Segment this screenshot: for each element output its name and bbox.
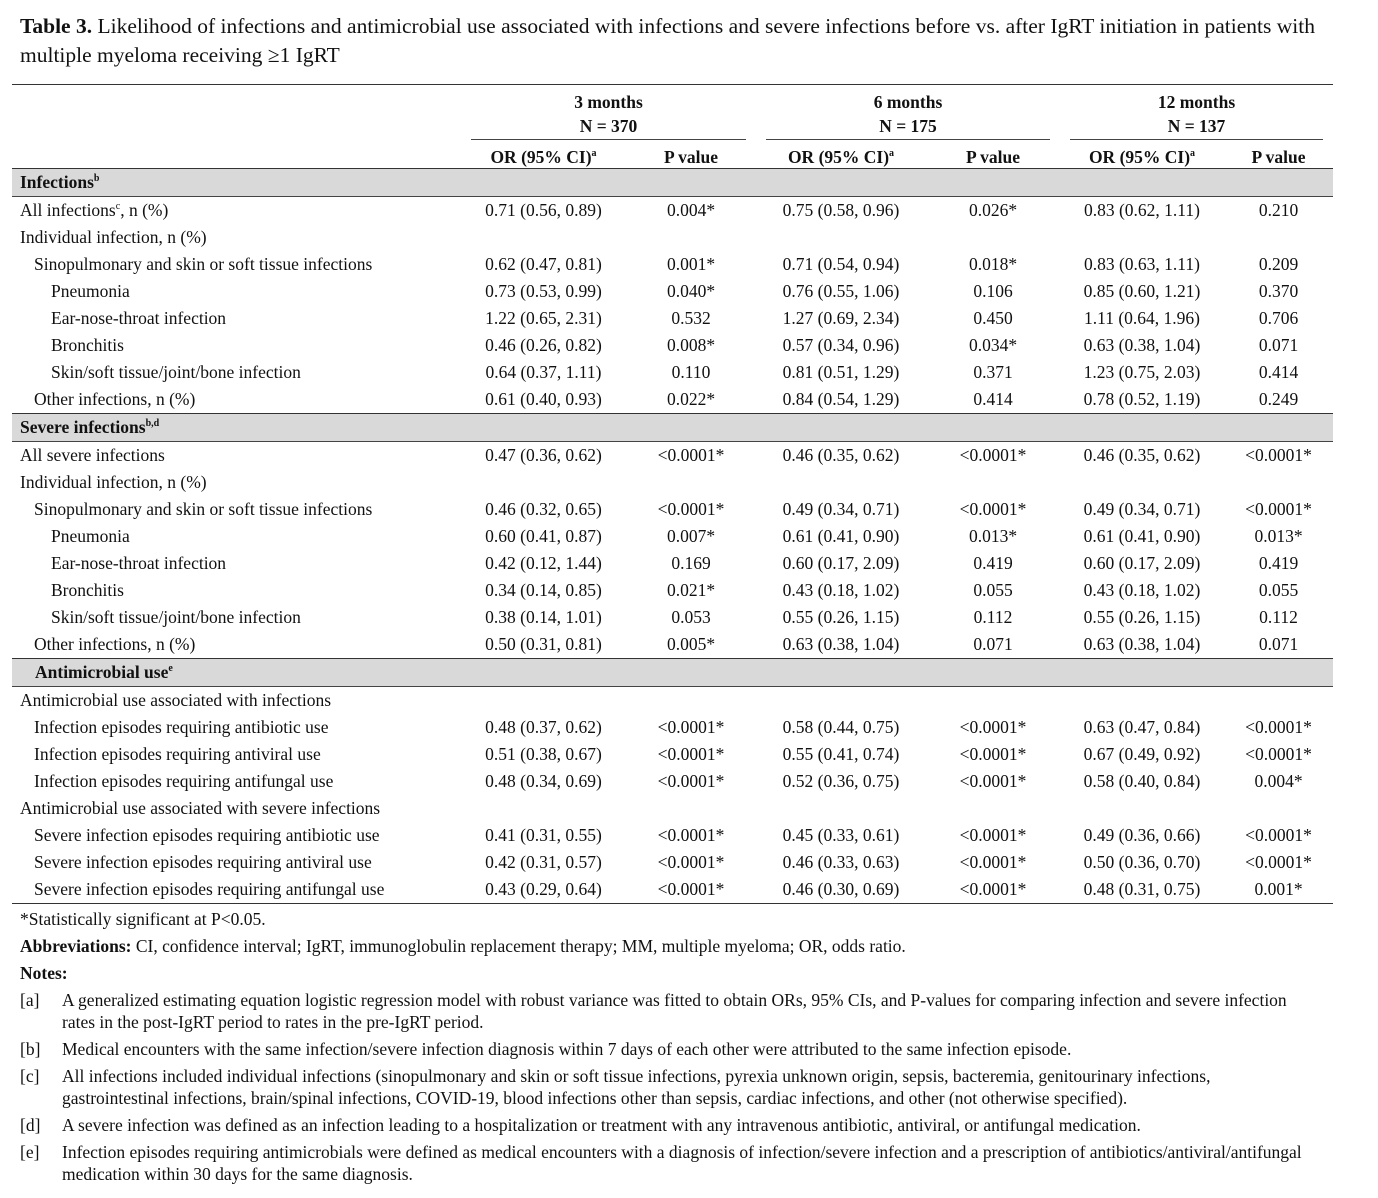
- footnote: [20, 1065, 1320, 1109]
- or-cell: 0.63 (0.38, 1.04): [1083, 634, 1201, 654]
- row-label: Infection episodes requiring antifungal use: [34, 771, 334, 791]
- p-value-cell: [626, 687, 756, 715]
- row-label: All infections$^c$, n (%): [20, 200, 169, 220]
- table-caption: Likelihood of infections and antimicrobial use associated with infections and severe infections before vs. after IgRT initiation in patients with multiple myeloma receiving ≥1 IgRT: [20, 14, 1315, 67]
- table-row: [12, 849, 1333, 876]
- significance-note: *Statistically significant at P<0.05.: [20, 909, 266, 929]
- p-value-cell: 0.013*: [1254, 526, 1303, 546]
- header-n-6m: N = 175: [766, 116, 1050, 140]
- or-cell: 0.48 (0.34, 0.69): [485, 771, 602, 791]
- or-cell: 0.50 (0.31, 0.81): [485, 634, 602, 654]
- or-cell: 0.73 (0.53, 0.99): [485, 281, 602, 301]
- footnote: [20, 1114, 1320, 1136]
- footnote: [20, 989, 1320, 1033]
- header-p-12m: P value: [1224, 140, 1333, 169]
- p-value-cell: 0.071: [1258, 335, 1299, 355]
- p-value-cell: 0.026*: [968, 200, 1018, 220]
- or-cell: 0.71 (0.54, 0.94): [782, 254, 900, 274]
- p-value-cell: <0.0001*: [657, 852, 725, 872]
- or-cell: 1.22 (0.65, 2.31): [485, 308, 602, 328]
- table-row: [12, 469, 1333, 496]
- row-label: Ear-nose-throat infection: [51, 308, 227, 328]
- or-cell: [461, 224, 626, 251]
- p-value-cell: <0.0001*: [959, 499, 1027, 519]
- row-label: Antimicrobial use associated with severe infections: [20, 798, 381, 818]
- p-value-cell: [926, 224, 1060, 251]
- table-row: [12, 386, 1333, 414]
- table-row: [12, 224, 1333, 251]
- or-cell: 0.57 (0.34, 0.96): [782, 335, 900, 355]
- p-value-cell: <0.0001*: [1245, 825, 1312, 845]
- table-row: [12, 550, 1333, 577]
- p-value-cell: [626, 224, 756, 251]
- table-title: [20, 12, 1320, 70]
- p-value-cell: 0.249: [1258, 389, 1299, 409]
- row-label: Antimicrobial use associated with infections: [20, 690, 332, 710]
- p-value-cell: 0.021*: [666, 580, 716, 600]
- row-label: Sinopulmonary and skin or soft tissue infections: [34, 254, 373, 274]
- or-cell: 0.49 (0.36, 0.66): [1083, 825, 1201, 845]
- or-cell: 0.81 (0.51, 1.29): [782, 362, 900, 382]
- or-cell: 0.58 (0.40, 0.84): [1083, 771, 1201, 791]
- footnote-text: Infection episodes requiring antimicrobials were defined as medical encounters with a diagnosis of infection/severe infection and a prescription of antibiotics/antiviral/antifungal medication within 30 days for the same diagnosis.: [62, 1142, 1302, 1184]
- or-cell: 0.43 (0.18, 1.02): [1083, 580, 1201, 600]
- header-n-12m: N = 137: [1070, 116, 1323, 140]
- footnote-key: [d]: [20, 1115, 41, 1135]
- p-value-cell: [626, 469, 756, 496]
- p-value-cell: 0.169: [671, 553, 711, 573]
- p-value-cell: <0.0001*: [657, 717, 725, 737]
- header-period-row: [12, 85, 1333, 113]
- header-or-12m: OR (95% CI)$^a$: [1060, 140, 1224, 169]
- abbreviations: Abbreviations: CI, confidence interval; IgRT, immunoglobulin replacement therapy; MM, multiple myeloma; OR, odds ratio.: [20, 936, 906, 956]
- or-cell: 0.64 (0.37, 1.11): [485, 362, 602, 382]
- or-cell: [1060, 469, 1224, 496]
- or-cell: [1060, 224, 1224, 251]
- row-label: Severe infection episodes requiring antifungal use: [12, 876, 461, 904]
- p-value-cell: 0.013*: [968, 526, 1018, 546]
- p-value-cell: <0.0001*: [1245, 852, 1312, 872]
- or-cell: 0.55 (0.41, 0.74): [782, 744, 900, 764]
- header-or-3m: OR (95% CI)$^a$: [461, 140, 626, 169]
- p-value-cell: 0.706: [1258, 308, 1299, 328]
- or-cell: 0.63 (0.38, 1.04): [782, 634, 900, 654]
- row-label: Individual infection, n (%): [20, 227, 207, 247]
- table-row: [12, 822, 1333, 849]
- table-row: [12, 332, 1333, 359]
- or-cell: 0.61 (0.41, 0.90): [1083, 526, 1201, 546]
- p-value-cell: 0.112: [973, 607, 1013, 627]
- p-value-cell: <0.0001*: [959, 852, 1027, 872]
- row-label: Skin/soft tissue/joint/bone infection: [51, 607, 301, 627]
- p-value-cell: 0.001*: [1224, 876, 1333, 904]
- or-cell: 0.42 (0.31, 0.57): [485, 852, 602, 872]
- footnote-text: Medical encounters with the same infection/severe infection diagnosis within 7 days of each other were attributed to the same infection episode.: [62, 1039, 1072, 1059]
- or-cell: 0.52 (0.36, 0.75): [782, 771, 900, 791]
- or-cell: 0.62 (0.47, 0.81): [485, 254, 602, 274]
- or-cell: 0.34 (0.14, 0.85): [485, 580, 602, 600]
- p-value-cell: 0.371: [973, 362, 1013, 382]
- table-footer: [20, 908, 1320, 1190]
- or-cell: 0.51 (0.38, 0.67): [485, 744, 602, 764]
- or-cell: 0.60 (0.17, 2.09): [1083, 553, 1201, 573]
- p-value-cell: 0.106: [973, 281, 1013, 301]
- p-value-cell: 0.004*: [666, 200, 716, 220]
- or-cell: 0.63 (0.47, 0.84): [1083, 717, 1201, 737]
- or-cell: 0.67 (0.49, 0.92): [1083, 744, 1201, 764]
- header-period-3m: 3 months: [574, 92, 643, 112]
- table-row: [12, 714, 1333, 741]
- p-value-cell: <0.0001*: [1245, 445, 1312, 465]
- or-cell: 0.47 (0.36, 0.62): [485, 445, 602, 465]
- table-row: [12, 604, 1333, 631]
- section-header: [12, 414, 1333, 442]
- row-label: Pneumonia: [51, 526, 130, 546]
- p-value-cell: <0.0001*: [657, 499, 725, 519]
- or-cell: 0.42 (0.12, 1.44): [485, 553, 602, 573]
- notes-list: [20, 989, 1320, 1185]
- or-cell: 1.27 (0.69, 2.34): [782, 308, 900, 328]
- or-cell: 0.76 (0.55, 1.06): [782, 281, 900, 301]
- row-label: Ear-nose-throat infection: [51, 553, 227, 573]
- p-value-cell: 0.370: [1258, 281, 1299, 301]
- p-value-cell: <0.0001*: [1245, 499, 1312, 519]
- or-cell: 0.55 (0.26, 1.15): [1083, 607, 1201, 627]
- or-cell: 0.58 (0.44, 0.75): [782, 717, 900, 737]
- footnote-key: [c]: [20, 1066, 40, 1086]
- section-header: [12, 169, 1333, 197]
- header-period-6m: 6 months: [873, 92, 943, 112]
- results-table: [12, 84, 1333, 904]
- p-value-cell: 0.040*: [666, 281, 716, 301]
- table-row: [12, 523, 1333, 550]
- p-value-cell: 0.414: [1258, 362, 1299, 382]
- row-label: Sinopulmonary and skin or soft tissue infections: [34, 499, 373, 519]
- or-cell: 0.46 (0.33, 0.63): [782, 852, 900, 872]
- p-value-cell: 0.055: [973, 580, 1013, 600]
- or-cell: [1060, 795, 1224, 822]
- or-cell: 0.61 (0.40, 0.93): [485, 389, 602, 409]
- p-value-cell: <0.0001*: [657, 771, 725, 791]
- p-value-cell: 0.414: [973, 389, 1013, 409]
- or-cell: 0.61 (0.41, 0.90): [782, 526, 900, 546]
- p-value-cell: 0.004*: [1254, 771, 1303, 791]
- notes-heading: Notes:: [20, 963, 68, 983]
- section-title: Infections$^b$: [12, 169, 1333, 197]
- table-row: [12, 197, 1333, 225]
- header-n-3m: N = 370: [471, 116, 746, 140]
- or-cell: 0.83 (0.62, 1.11): [1083, 200, 1200, 220]
- section-header: [12, 659, 1333, 687]
- row-label: Individual infection, n (%): [20, 472, 207, 492]
- p-value-cell: 0.008*: [666, 335, 716, 355]
- table-row: [12, 687, 1333, 715]
- p-value-cell: [626, 795, 756, 822]
- p-value-cell: 0.210: [1258, 200, 1299, 220]
- footnote: [20, 1038, 1320, 1060]
- or-cell: 0.43 (0.18, 1.02): [782, 580, 900, 600]
- or-cell: [756, 687, 926, 715]
- table-row: [12, 251, 1333, 278]
- p-value-cell: 0.450: [973, 308, 1013, 328]
- table-row: [12, 305, 1333, 332]
- p-value-cell: <0.0001*: [959, 771, 1027, 791]
- or-cell: [461, 795, 626, 822]
- row-label: Skin/soft tissue/joint/bone infection: [51, 362, 301, 382]
- row-label: Other infections, n (%): [34, 634, 196, 654]
- or-cell: 0.48 (0.37, 0.62): [485, 717, 602, 737]
- p-value-cell: 0.071: [1258, 634, 1299, 654]
- or-cell: 0.43 (0.29, 0.64): [461, 876, 626, 904]
- table-row: [12, 876, 1333, 904]
- p-value-cell: [926, 687, 1060, 715]
- or-cell: 0.46 (0.35, 0.62): [782, 445, 900, 465]
- footnote-text: A severe infection was defined as an infection leading to a hospitalization or treatment with any intravenous antibiotic, antiviral, or antifungal medication.: [62, 1115, 1141, 1135]
- p-value-cell: 0.007*: [666, 526, 716, 546]
- p-value-cell: 0.053: [671, 607, 711, 627]
- p-value-cell: 0.209: [1258, 254, 1299, 274]
- header-p-3m: P value: [626, 140, 756, 169]
- p-value-cell: 0.419: [973, 553, 1013, 573]
- footnote-key: [a]: [20, 990, 40, 1010]
- p-value-cell: <0.0001*: [1245, 744, 1312, 764]
- section-title: Severe infections$^{b,d}$: [12, 414, 1333, 442]
- or-cell: 0.38 (0.14, 1.01): [485, 607, 602, 627]
- or-cell: 0.78 (0.52, 1.19): [1083, 389, 1201, 409]
- p-value-cell: [1224, 469, 1333, 496]
- row-label: Severe infection episodes requiring antiviral use: [34, 852, 372, 872]
- or-cell: [756, 469, 926, 496]
- p-value-cell: 0.110: [671, 362, 711, 382]
- table-row: [12, 442, 1333, 470]
- table-row: [12, 577, 1333, 604]
- or-cell: 0.84 (0.54, 1.29): [782, 389, 900, 409]
- or-cell: 0.60 (0.41, 0.87): [485, 526, 602, 546]
- table-number: Table 3.: [20, 14, 93, 38]
- p-value-cell: 0.532: [671, 308, 711, 328]
- footnote-key: [e]: [20, 1142, 40, 1162]
- table-row: [12, 496, 1333, 523]
- footnote-text: All infections included individual infections (sinopulmonary and skin or soft tissue infections, pyrexia unknown origin, sepsis, bacteremia, genitourinary infections, gastrointestinal infections, brain/spinal infections, COVID-19, blood infections other than sepsis, cardiac infections, and other (not otherwise specified).: [62, 1066, 1211, 1108]
- p-value-cell: <0.0001*: [959, 445, 1027, 465]
- table-row: [12, 278, 1333, 305]
- table-row: [12, 741, 1333, 768]
- p-value-cell: 0.001*: [666, 254, 716, 274]
- row-label: All severe infections: [20, 445, 165, 465]
- row-label: Severe infection episodes requiring antibiotic use: [34, 825, 380, 845]
- p-value-cell: 0.071: [973, 634, 1013, 654]
- p-value-cell: <0.0001*: [1245, 717, 1312, 737]
- p-value-cell: 0.005*: [666, 634, 716, 654]
- p-value-cell: 0.022*: [666, 389, 716, 409]
- or-cell: 0.46 (0.35, 0.62): [1083, 445, 1201, 465]
- p-value-cell: 0.055: [1258, 580, 1299, 600]
- p-value-cell: <0.0001*: [926, 876, 1060, 904]
- or-cell: 0.49 (0.34, 0.71): [1083, 499, 1201, 519]
- header-column-row: [12, 140, 1333, 169]
- p-value-cell: 0.034*: [968, 335, 1018, 355]
- row-label: Pneumonia: [51, 281, 130, 301]
- p-value-cell: [926, 469, 1060, 496]
- p-value-cell: <0.0001*: [959, 744, 1027, 764]
- or-cell: [461, 687, 626, 715]
- or-cell: 0.45 (0.33, 0.61): [782, 825, 900, 845]
- or-cell: 0.63 (0.38, 1.04): [1083, 335, 1201, 355]
- header-p-6m: P value: [926, 140, 1060, 169]
- header-or-6m: OR (95% CI)$^a$: [756, 140, 926, 169]
- section-title: Antimicrobial use$^e$: [12, 659, 1333, 687]
- or-cell: [1060, 687, 1224, 715]
- footnote-text: A generalized estimating equation logistic regression model with robust variance was fitted to obtain ORs, 95% CIs, and P-values for comparing infection and severe infection rates in the post-IgRT period to rates in the pre-IgRT period.: [62, 990, 1287, 1032]
- or-cell: [756, 224, 926, 251]
- or-cell: 0.41 (0.31, 0.55): [485, 825, 602, 845]
- or-cell: 0.85 (0.60, 1.21): [1083, 281, 1201, 301]
- p-value-cell: 0.419: [1258, 553, 1299, 573]
- or-cell: 0.49 (0.34, 0.71): [782, 499, 900, 519]
- footnote-key: [b]: [20, 1039, 41, 1059]
- table-row: [12, 631, 1333, 659]
- table-row: [12, 768, 1333, 795]
- or-cell: [461, 469, 626, 496]
- or-cell: 0.48 (0.31, 0.75): [1060, 876, 1224, 904]
- p-value-cell: <0.0001*: [959, 717, 1027, 737]
- row-label: Bronchitis: [51, 335, 124, 355]
- or-cell: [756, 795, 926, 822]
- or-cell: 0.50 (0.36, 0.70): [1083, 852, 1201, 872]
- or-cell: 0.46 (0.26, 0.82): [485, 335, 602, 355]
- or-cell: 1.11 (0.64, 1.96): [1083, 308, 1200, 328]
- p-value-cell: 0.018*: [968, 254, 1018, 274]
- row-label: Bronchitis: [51, 580, 124, 600]
- table-row: [12, 359, 1333, 386]
- row-label: Infection episodes requiring antibiotic use: [34, 717, 329, 737]
- or-cell: 0.46 (0.30, 0.69): [756, 876, 926, 904]
- or-cell: 0.75 (0.58, 0.96): [782, 200, 900, 220]
- footnote: [20, 1141, 1320, 1185]
- header-period-12m: 12 months: [1157, 92, 1236, 112]
- p-value-cell: <0.0001*: [657, 744, 725, 764]
- p-value-cell: <0.0001*: [959, 825, 1027, 845]
- p-value-cell: [1224, 687, 1333, 715]
- p-value-cell: [1224, 224, 1333, 251]
- table-row: [12, 795, 1333, 822]
- row-label: Infection episodes requiring antiviral use: [34, 744, 321, 764]
- p-value-cell: <0.0001*: [626, 876, 756, 904]
- or-cell: 0.60 (0.17, 2.09): [782, 553, 900, 573]
- or-cell: 0.55 (0.26, 1.15): [782, 607, 900, 627]
- or-cell: 1.23 (0.75, 2.03): [1083, 362, 1201, 382]
- p-value-cell: 0.112: [1259, 607, 1298, 627]
- or-cell: 0.83 (0.63, 1.11): [1083, 254, 1200, 274]
- header-n-row: [12, 113, 1333, 140]
- p-value-cell: <0.0001*: [657, 825, 725, 845]
- or-cell: 0.71 (0.56, 0.89): [485, 200, 602, 220]
- row-label: Other infections, n (%): [34, 389, 196, 409]
- p-value-cell: [926, 795, 1060, 822]
- p-value-cell: [1224, 795, 1333, 822]
- or-cell: 0.46 (0.32, 0.65): [485, 499, 602, 519]
- p-value-cell: <0.0001*: [657, 445, 725, 465]
